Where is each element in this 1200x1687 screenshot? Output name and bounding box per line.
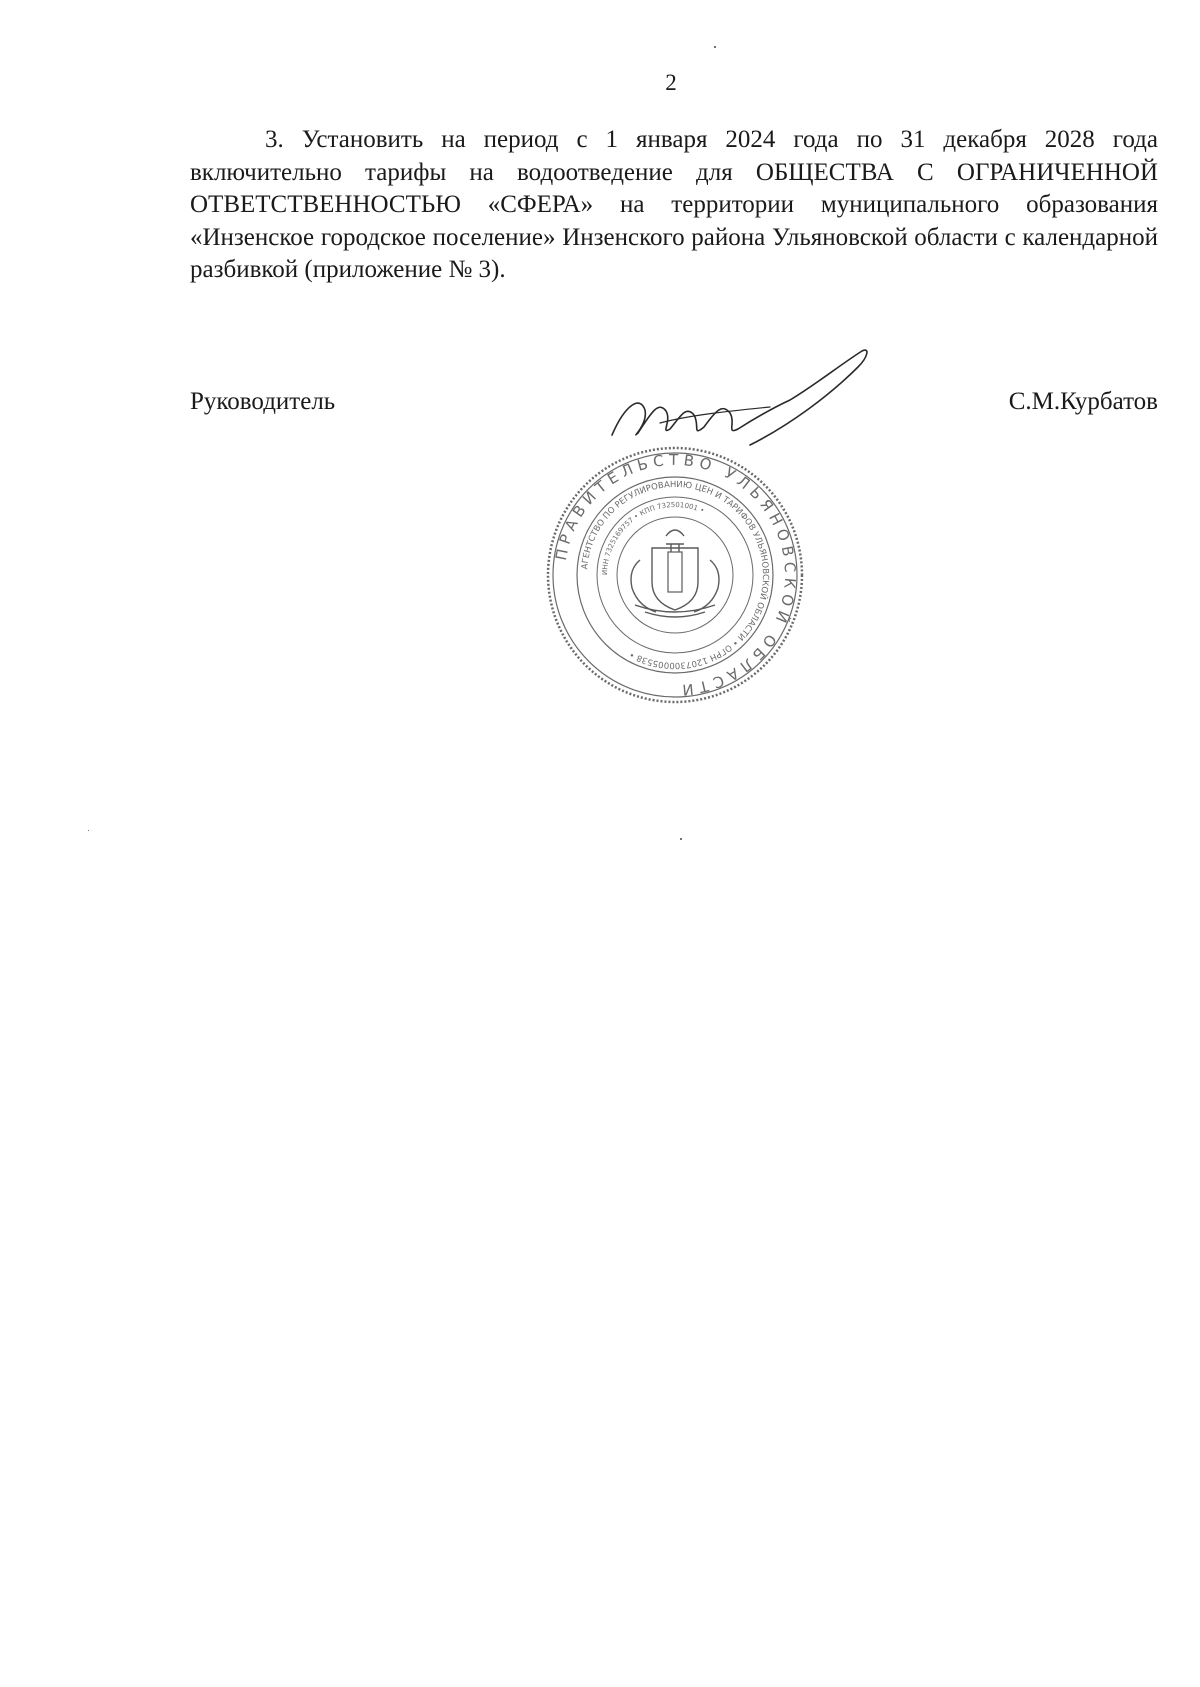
- signatory-position: Руководитель: [190, 388, 336, 415]
- handwritten-signature: [600, 345, 880, 465]
- official-seal: [540, 440, 810, 710]
- seal-inner-text: АГЕНТСТВО ПО РЕГУЛИРОВАНИЮ ЦЕН И ТАРИФОВ УЛЬЯНОВСКОЙ ОБЛАСТИ • ОГРН 1207300005538 •: [580, 479, 771, 671]
- seal-outer-text: ПРАВИТЕЛЬСТВО УЛЬЯНОВСКОЙ ОБЛАСТИ: [551, 450, 800, 700]
- scan-speck: [714, 46, 716, 48]
- scan-speck: [680, 838, 682, 840]
- seal-ids-text: ИНН 7325169757 • КПП 732501001 •: [600, 500, 706, 576]
- paragraph-3: 3. Установить на период с 1 января 2024 года по 31 декабря 2028 года включительно тарифы на водоотведение для ОБЩЕСТВА С ОГРАНИЧЕННОЙ ОТВЕТСТВЕННОСТЬЮ «СФЕРА» на территории муниципального образования «Инзенское городское поселение» Инзенского района Ульяновской области с календарной разбивкой (приложение № 3).: [190, 126, 1158, 283]
- scan-speck: [88, 830, 89, 831]
- handwritten-signature-graphic: [600, 345, 880, 465]
- page-number: 2: [665, 70, 677, 95]
- coat-of-arms-icon: [631, 530, 719, 617]
- official-seal-graphic: [540, 440, 810, 710]
- signatory-name: С.М.Курбатов: [1008, 388, 1158, 415]
